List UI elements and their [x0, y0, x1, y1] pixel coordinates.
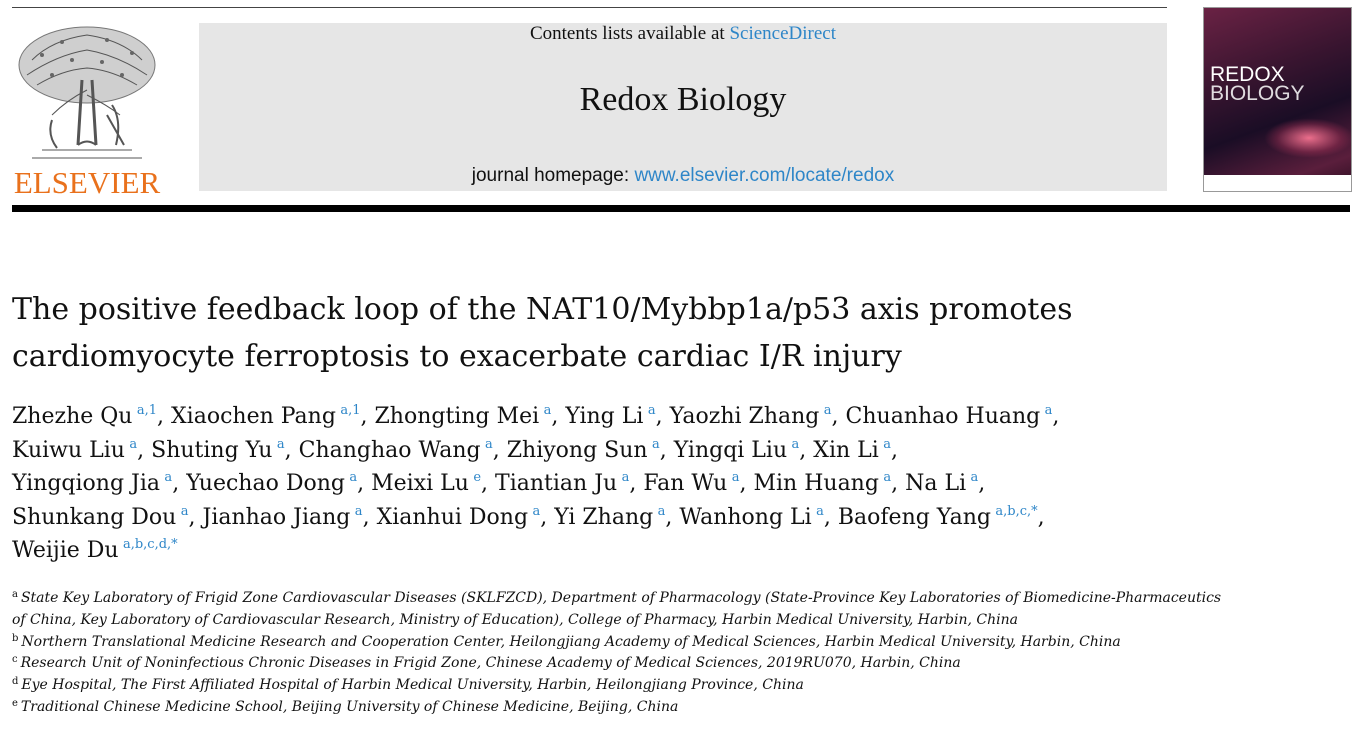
author[interactable]: [171, 404, 374, 429]
author[interactable]: [643, 471, 753, 496]
author-affiliation-marker[interactable]: a: [731, 470, 740, 485]
author-affiliation-marker[interactable]: a: [823, 403, 832, 418]
contents-line: [199, 23, 1167, 45]
author-affiliation-marker[interactable]: a: [791, 436, 800, 452]
author-name[interactable]: Chuanhao Huang: [845, 404, 1041, 429]
author-separator: ,: [831, 404, 846, 429]
author-separator: ,: [978, 471, 986, 496]
author-separator: ,: [172, 471, 187, 496]
author[interactable]: [371, 471, 495, 496]
header-rule: [12, 205, 1350, 212]
author[interactable]: [375, 404, 566, 429]
author-separator: ,: [823, 504, 838, 530]
author[interactable]: [12, 438, 151, 463]
homepage-link[interactable]: www.elsevier.com/locate/redox: [634, 165, 895, 186]
author-affiliation-marker[interactable]: a,1: [136, 403, 158, 418]
author[interactable]: [753, 471, 905, 496]
author-name[interactable]: Ying Li: [565, 404, 644, 429]
author-name[interactable]: Zhongting Mei: [374, 404, 540, 429]
author-name[interactable]: Fan Wu: [643, 471, 728, 496]
elsevier-tree-icon: [12, 20, 162, 165]
author-separator: ,: [481, 471, 496, 496]
affiliation-text: Research Unit of Noninfectious Chronic Diseases in Frigid Zone, Chinese Academy of Medical Sciences, 2019RU070, Harbin, China: [20, 655, 961, 672]
author[interactable]: [495, 471, 643, 496]
author[interactable]: [674, 438, 814, 463]
author-affiliation-marker[interactable]: a: [354, 503, 363, 519]
author-name[interactable]: Min Huang: [753, 471, 879, 496]
author-name[interactable]: Yingqiong Jia: [12, 471, 161, 496]
author-affiliation-marker[interactable]: e: [473, 470, 482, 485]
journal-banner: [199, 23, 1167, 191]
author-name[interactable]: Tiantian Ju: [495, 471, 618, 496]
author-name[interactable]: Meixi Lu: [371, 471, 469, 496]
author[interactable]: [507, 438, 674, 463]
title-line-2: cardiomyocyte ferroptosis to exacerbate cardiac I/R injury: [12, 339, 902, 374]
author[interactable]: [186, 471, 371, 496]
affiliation-key: e: [12, 697, 18, 709]
author-separator: ,: [1052, 404, 1060, 429]
author[interactable]: [838, 505, 1045, 530]
cover-glow: [1264, 118, 1352, 158]
author-name[interactable]: Kuiwu Liu: [12, 437, 125, 463]
author-separator: ,: [357, 471, 372, 496]
publisher-name: ELSEVIER: [13, 165, 161, 200]
author-name[interactable]: Changhao Wang: [298, 437, 481, 463]
author-separator: ,: [540, 504, 555, 530]
contents-prefix: Contents lists available at: [529, 23, 730, 44]
author-separator: ,: [284, 437, 299, 463]
top-rule: [12, 7, 1167, 8]
author[interactable]: [12, 538, 178, 563]
author-affiliation-marker[interactable]: a: [1044, 403, 1053, 418]
author-separator: ,: [188, 504, 203, 530]
author-affiliation-marker[interactable]: a: [129, 436, 138, 452]
author-affiliation-marker[interactable]: a: [647, 403, 656, 418]
author-separator: ,: [629, 471, 644, 496]
author-separator: ,: [739, 471, 754, 496]
author[interactable]: [554, 505, 679, 530]
affiliation-key: b: [12, 632, 19, 644]
author-name[interactable]: Xin Li: [813, 437, 879, 463]
author[interactable]: [565, 404, 669, 429]
journal-name: Redox Biology: [579, 81, 787, 118]
author-separator: ,: [137, 437, 152, 463]
affiliation: [12, 632, 1352, 654]
author-affiliation-marker[interactable]: a: [543, 403, 552, 418]
author[interactable]: [377, 505, 555, 530]
author-separator: ,: [890, 437, 898, 463]
cover-title-line2: BIOLOGY: [1210, 82, 1305, 105]
author-name[interactable]: Xiaochen Pang: [171, 404, 336, 429]
author-separator: ,: [1037, 504, 1045, 530]
author-name[interactable]: Yaozhi Zhang: [669, 404, 820, 429]
author[interactable]: [679, 505, 837, 530]
author[interactable]: [670, 404, 846, 429]
affiliation-text: of China, Key Laboratory of Cardiovascular Research, Ministry of Education), College of Pharmacy, Harbin Medical University, Harbin, China: [12, 611, 1018, 628]
author-affiliation-marker[interactable]: a: [883, 470, 892, 485]
author-affiliation-marker[interactable]: a,b,c,d,*: [122, 537, 178, 552]
affiliation: [12, 588, 1352, 610]
author-name[interactable]: Shuting Yu: [151, 437, 273, 463]
affiliation-key: c: [12, 654, 18, 666]
affiliation-list: [12, 588, 1352, 719]
cover-footer-bar: [1204, 175, 1351, 191]
author-name[interactable]: Na Li: [905, 471, 967, 496]
author-affiliation-marker[interactable]: a: [970, 470, 979, 485]
author-separator: ,: [362, 504, 377, 530]
author-name[interactable]: Zhiyong Sun: [506, 437, 648, 463]
article-title: [12, 286, 1342, 380]
affiliation: [12, 653, 1352, 675]
author[interactable]: [299, 438, 507, 463]
author-separator: ,: [157, 404, 172, 429]
affiliation-key: a: [12, 589, 18, 600]
author-separator: ,: [891, 471, 906, 496]
author[interactable]: [813, 438, 898, 463]
author[interactable]: [846, 404, 1060, 429]
author-affiliation-marker[interactable]: a: [621, 470, 630, 485]
author-affiliation-marker[interactable]: a: [532, 503, 541, 519]
author-name[interactable]: Xianhui Dong: [376, 504, 529, 530]
affiliation-text: Eye Hospital, The First Affiliated Hospital of Harbin Medical University, Harbin, Heilongjiang Province, China: [21, 677, 804, 694]
author-name[interactable]: Jianhao Jiang: [202, 504, 351, 530]
affiliation: [12, 697, 1352, 719]
affiliation-text: State Key Laboratory of Frigid Zone Cardiovascular Diseases (SKLFZCD), Department of Pharmacology (State-Province Key Laboratories of Biomedicine-Pharmaceutics: [20, 590, 1222, 606]
cover-title-line1: REDOX: [1210, 63, 1285, 86]
author-affiliation-marker[interactable]: a,b,c,*: [995, 503, 1038, 519]
author-name[interactable]: Baofeng Yang: [837, 504, 991, 530]
author[interactable]: [12, 505, 203, 530]
affiliation-text: Northern Translational Medicine Research and Cooperation Center, Heilongjiang Academy of Medical Sciences, Harbin Medical University, Harbin, China: [21, 633, 1121, 650]
author-affiliation-marker[interactable]: a: [180, 503, 189, 519]
title-line-1: The positive feedback loop of the NAT10/Mybbp1a/p53 axis promotes: [12, 292, 1073, 327]
author-affiliation-marker[interactable]: a,1: [340, 403, 361, 418]
author-affiliation-marker[interactable]: a: [485, 436, 493, 452]
author[interactable]: [12, 471, 186, 496]
author-name[interactable]: Wanhong Li: [679, 504, 812, 530]
affiliation: [12, 610, 1352, 632]
author[interactable]: [905, 471, 985, 496]
author-name[interactable]: Yi Zhang: [554, 504, 654, 530]
author-affiliation-marker[interactable]: a: [816, 503, 824, 519]
author-separator: ,: [360, 404, 375, 429]
author-name[interactable]: Shunkang Dou: [12, 504, 177, 530]
author-affiliation-marker[interactable]: a: [883, 436, 891, 452]
affiliation-key: d: [12, 676, 19, 688]
author[interactable]: [203, 505, 377, 530]
author-separator: ,: [799, 437, 814, 463]
author-separator: ,: [492, 437, 507, 463]
author-affiliation-marker[interactable]: a: [164, 470, 173, 485]
homepage-prefix: journal homepage:: [471, 165, 635, 186]
author-affiliation-marker[interactable]: a: [276, 436, 285, 452]
author[interactable]: [12, 404, 171, 429]
elsevier-logo[interactable]: [12, 20, 162, 200]
author-separator: ,: [659, 437, 674, 463]
author-separator: ,: [655, 404, 670, 429]
author-affiliation-marker[interactable]: a: [657, 503, 666, 519]
author-list: [12, 400, 1352, 568]
author-name[interactable]: Yuechao Dong: [186, 471, 345, 496]
author-separator: ,: [551, 404, 566, 429]
author[interactable]: [151, 438, 298, 463]
author-name[interactable]: Zhezhe Qu: [12, 404, 133, 429]
author-name[interactable]: Weijie Du: [12, 538, 119, 563]
author-affiliation-marker[interactable]: a: [349, 470, 358, 485]
sciencedirect-link[interactable]: ScienceDirect: [729, 23, 837, 44]
affiliation-text: Traditional Chinese Medicine School, Beijing University of Chinese Medicine, Beijing, China: [20, 698, 679, 715]
homepage-line: [199, 165, 1167, 187]
author-name[interactable]: Yingqi Liu: [673, 437, 788, 463]
journal-cover-image[interactable]: [1203, 7, 1352, 192]
author-affiliation-marker[interactable]: a: [652, 436, 660, 452]
author-separator: ,: [665, 504, 680, 530]
affiliation: [12, 675, 1352, 697]
